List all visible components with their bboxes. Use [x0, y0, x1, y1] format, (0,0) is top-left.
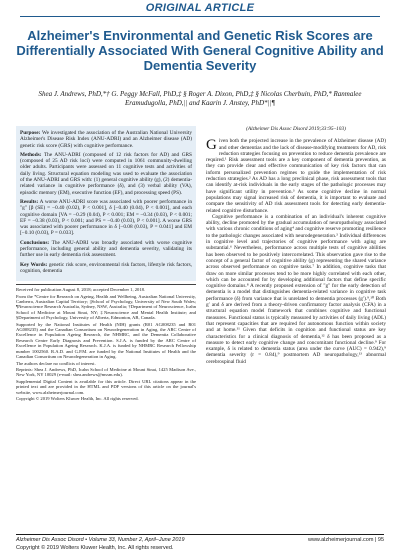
abstract-conclusions: [20, 240, 192, 259]
footer-journal-info: Alzheimer Dis Assoc Disord • Volume 33, Number 2, April–June 2019: [16, 537, 185, 543]
methods-text: The ANU-ADRI (composed of 12 risk factors for AD) and GRS (composed of 25 AD risk loci) were computed in 1061 community-dwelling older adults. Participants were assessed on 11 cognitive tests and activities of daily living. Structural equation modeling was used to evaluate the association of the ANU-ADRI and GRS with: (1) general cognitive ability (g), (2) dementia-related variance in cognitive performance (δ), and (3) verbal ability (VA), episodic memory (EM), executive function (EF), and processing speed (PS).: [20, 151, 192, 196]
footer-copyright: Copyright © 2019 Wolters Kluwer Health, Inc. All rights reserved.: [16, 545, 174, 551]
abstract-box: [16, 126, 196, 281]
footnote-support: Supported by the National Institutes of Health (NIH) grants (R01 AG008235 and R01 AG008235) and the Canadian Consortium on Neurodegeneration in Aging, the ARC Centre of Excellence in Population Ageing Research, the NHMRC, and the Dementia Collaborative Research Centre Early Diagnosis and Prevention. S.J.A. is funded by the ARC Centre of Excellence in Population Ageing Research. K.J.A. is funded by NHMRC Research Fellowship number 1002560. R.A.D. and G.P.M. are funded by the National Institutes of Health and the Canadian Consortium on Neurodegeneration in Aging.: [16, 321, 196, 360]
header-rule: [20, 16, 380, 17]
footnote-rule: [16, 284, 196, 285]
keywords-text: genetic risk score, environmental risk factors, lifestyle risk factors, cognition, dementia: [20, 261, 192, 274]
journal-citation: (Alzheimer Dis Assoc Disord 2019;33:95–103): [246, 126, 346, 132]
section-label: ORIGINAL ARTICLE: [145, 2, 255, 14]
abstract-keywords: [20, 262, 192, 275]
conclusions-label: Conclusions:: [20, 239, 50, 246]
methods-label: Methods:: [20, 151, 42, 158]
right-column: [206, 126, 386, 365]
left-column: [16, 126, 196, 402]
footnote-conflicts: The authors declare no conflicts of interest.: [16, 360, 96, 366]
purpose-label: Purpose:: [20, 130, 41, 136]
body-paragraph-1: [206, 138, 386, 214]
article-title: Alzheimer's Environmental and Genetic Risk Scores are Differentially Associated With General Cognitive Ability and Dementia Severity: [16, 28, 384, 73]
footnote-affiliations: From the *Centre for Research on Ageing, Health and Wellbeing, Australian National University, Canberra, Australian Capital Territory; ||School of Psychology, University of New South Wales; ¶Neuroscience Research Australia, Sydney, NSW, Australia; †Department of Neuroscience, Icahn School of Medicine at Mount Sinai, NY; ‡Neuroscience and Mental Health Institute; and §Department of Psychology, University of Alberta, Edmonton, AB, Canada.: [16, 293, 196, 321]
footnote-reprints: Reprints: Shea J. Andrews, PhD, Icahn School of Medicine at Mount Sinai, 1425 Madison Ave., New York, NY 10029 (e-mail: shea.andrews@mssm.edu).: [16, 366, 196, 378]
footer-page-number: www.alzheimerjournal.com | 95: [307, 537, 384, 543]
footnote-supplemental: Supplemental Digital Content is available for this article. Direct URL citations appear in the printed text and are provided in the HTML and PDF versions of this article on the journal's website, www.alzheimerjournal.com.: [16, 378, 196, 395]
journal-header: [0, 0, 400, 20]
drop-cap: G: [206, 137, 217, 154]
results-text: A worse ANU-ADRI score was associated with poorer performance in "g" [β (SE) = −0.40 (0.02), P < 0.001], δ [−0.40 (0.04), P < 0.001], and each cognitive domain [VA = −0.29 (0.04), P < 0.001; EM = −0.34 (0.03), P < 0.001; EF = −0.38 (0.03), P < 0.001; and PS = −0.40 (0.03), P < 0.001]. A worse GRS was associated with poorer performance in δ [−0.08 (0.03), P = 0.041] and EM [−0.10 (0.03), P = 0.033].: [20, 198, 192, 237]
paragraph-1-text: iven both the projected increase in the prevalence of Alzheimer disease (AD) and other dementias and the lack of disease-modifying treatments for AD, risk reduction strategies focusing on prevention to reduce dementia prevalence are required.¹ Risk assessment tools are a key component of dementia prevention, as they can provide clear and effective communication of key risk factors that can inform personalized prevention regimes to guide the implementation of risk reduction strategies.² As AD has a long preclinical phase, risk assessment tools that can identify at-risk individuals in the early stages of the pathologic processes may have significant utility in prevention.³ As some cognitive decline in normal populations may signal increased risk of dementia, it is important to evaluate and compare the sensitivity of AD risk assessment tools for detecting early dementia-related cognitive disturbance.: [206, 138, 386, 214]
abstract-methods: [20, 152, 192, 196]
body-text: [206, 138, 386, 365]
abstract-purpose: [20, 130, 192, 149]
footer-rule: [16, 534, 384, 535]
author-list: Shea J. Andrews, PhD,*† G. Peggy McFall, PhD,‡ § Roger A. Dixon, PhD,‡ § Nicolas Cherbuin, PhD,* Ranmalee Eramudugolla, PhD,|| and Kaarin J. Anstey, PhD*||¶: [38, 90, 362, 107]
footnote-received: Received for publication August 8, 2018; accepted December 1, 2018.: [16, 287, 146, 293]
results-label: Results:: [20, 198, 39, 205]
keywords-label: Key Words:: [20, 261, 48, 268]
abstract-results: [20, 199, 192, 237]
footnote-copyright: Copyright © 2019 Wolters Kluwer Health, Inc. All rights reserved.: [16, 395, 139, 401]
purpose-text: We investigated the association of the Australian National University Alzheimer's Disease Risk Index (ANU-ADRI) and an Alzheimer disease (AD) genetic risk score (GRS) with cognitive performance.: [20, 130, 192, 149]
body-paragraph-2: Cognitive performance is a combination of an individual's inherent cognitive ability, decline promoted by the gradual accumulation of neuropathology associated with various chronic conditions of aging⁴ and cognitive reserve promoting resilience to the pathologic changes associated with neurodegeneration.⁵ Individual differences in cognitive level and trajectories of cognitive performance with aging are substantial.⁶ Nevertheless, performance across multiple tests of cognitive abilities has been observed to be positively intercorrelated. This observation gave rise to the concept of a general factor of cognitive ability (g) representing the shared variance across observed performance on cognitive tasks.⁷ In addition, cognitive tasks that draw on more similar processes tend to be more highly correlated with each other, which can be accounted for by developing additional factors that define specific cognitive domains.⁸ A recently proposed extension of "g" for the early detection of dementia is a model that distinguishes dementia-related variance in cognitive task performance (δ) from variance that is unrelated to dementia processes (g′).⁹,¹⁰ Both g′ and δ are derived from a theory-driven confirmatory factor analysis (CFA) in a structural equation model framework that combines cognitive and functional measures. Functional status is typically measured by activities of daily living (ADL) that represent capacities that are required for autonomous function within society and at home.¹¹ Given that deficits in cognition and functional status are key characteristics for a clinical diagnosis of dementia,¹² δ has been proposed as a measure to detect early cognitive change and concomitant functional decline.⁹ For example, δ is related to dementia status (area under the curve (AUC) = 0.942),⁹ dementia severity (r = 0.84),⁹ postmortem AD neuropathology,¹³ abnormal cerebrospinal fluid: [206, 213, 386, 365]
conclusions-text: The ANU-ADRI was broadly associated with worse cognitive performance, including general ability and dementia severity, validating its further use in early dementia risk assessment.: [20, 239, 192, 259]
